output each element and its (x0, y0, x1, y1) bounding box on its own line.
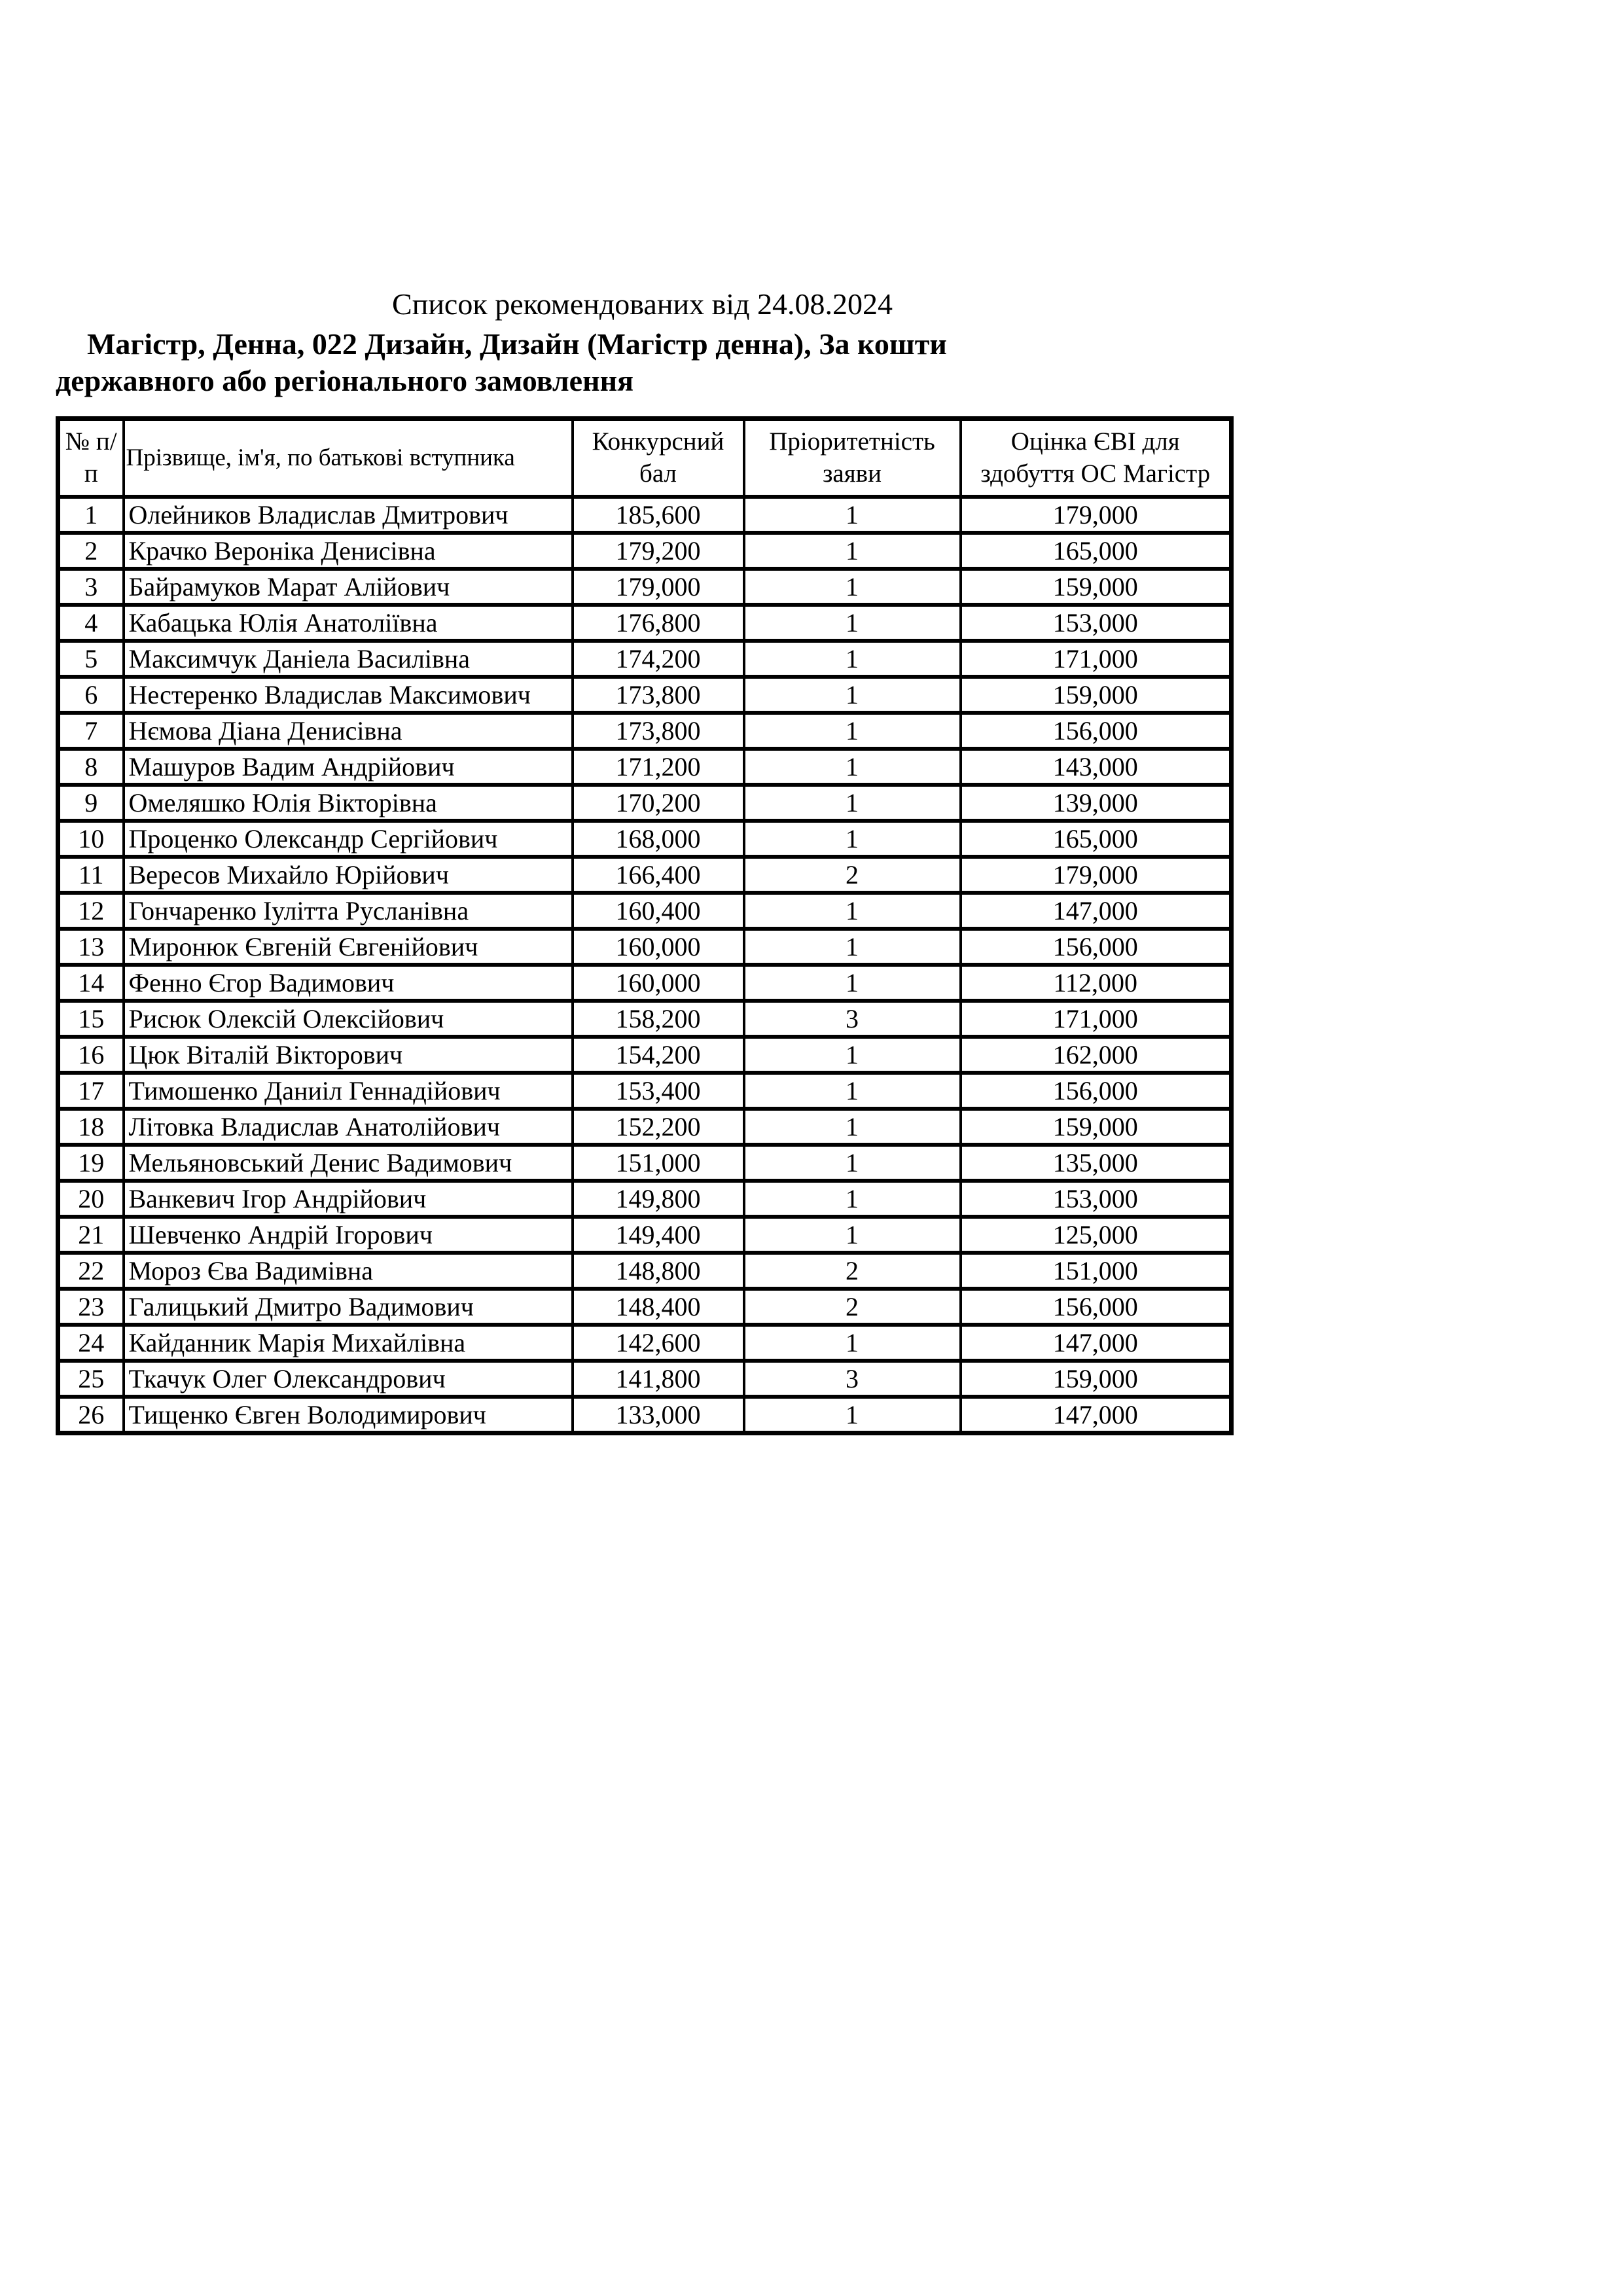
cell-row-number: 21 (58, 1217, 124, 1253)
cell-evi-score: 147,000 (961, 1325, 1232, 1361)
cell-contest-score: 160,000 (573, 929, 744, 965)
cell-applicant-name: Кайданник Марія Михайлівна (124, 1325, 573, 1361)
table-row (58, 605, 1232, 641)
cell-applicant-name: Крачко Вероніка Денисівна (124, 533, 573, 569)
column-header-number: № п/п (58, 419, 124, 497)
cell-priority: 1 (744, 1109, 961, 1145)
cell-applicant-name: Байрамуков Марат Алійович (124, 569, 573, 605)
cell-evi-score: 147,000 (961, 893, 1232, 929)
cell-applicant-name: Мельяновський Денис Вадимович (124, 1145, 573, 1181)
cell-evi-score: 159,000 (961, 1109, 1232, 1145)
column-header-evi-score: Оцінка ЄВІ для здобуття ОС Магістр (961, 419, 1232, 497)
table-row (58, 533, 1232, 569)
cell-priority: 2 (744, 1289, 961, 1325)
cell-contest-score: 158,200 (573, 1001, 744, 1037)
cell-row-number: 4 (58, 605, 124, 641)
cell-applicant-name: Ткачук Олег Олександрович (124, 1361, 573, 1397)
cell-evi-score: 153,000 (961, 605, 1232, 641)
cell-row-number: 5 (58, 641, 124, 677)
table-row (58, 641, 1232, 677)
cell-applicant-name: Машуров Вадим Андрійович (124, 749, 573, 785)
cell-evi-score: 156,000 (961, 1073, 1232, 1109)
cell-evi-score: 156,000 (961, 1289, 1232, 1325)
cell-evi-score: 139,000 (961, 785, 1232, 821)
cell-evi-score: 112,000 (961, 965, 1232, 1001)
table-row (58, 1325, 1232, 1361)
table-row (58, 1217, 1232, 1253)
table-row (58, 1253, 1232, 1289)
table-row (58, 785, 1232, 821)
document-subtitle-line1: Магістр, Денна, 022 Дизайн, Дизайн (Магістр денна), За кошти (87, 327, 947, 361)
cell-evi-score: 165,000 (961, 821, 1232, 857)
cell-applicant-name: Омеляшко Юлія Вікторівна (124, 785, 573, 821)
cell-priority: 1 (744, 605, 961, 641)
cell-priority: 2 (744, 1253, 961, 1289)
cell-contest-score: 151,000 (573, 1145, 744, 1181)
cell-priority: 1 (744, 677, 961, 713)
cell-priority: 1 (744, 749, 961, 785)
cell-evi-score: 143,000 (961, 749, 1232, 785)
table-row (58, 677, 1232, 713)
cell-contest-score: 176,800 (573, 605, 744, 641)
cell-row-number: 18 (58, 1109, 124, 1145)
cell-row-number: 24 (58, 1325, 124, 1361)
table-header-row (58, 419, 1232, 497)
cell-contest-score: 173,800 (573, 713, 744, 749)
cell-evi-score: 159,000 (961, 1361, 1232, 1397)
cell-row-number: 10 (58, 821, 124, 857)
cell-row-number: 23 (58, 1289, 124, 1325)
cell-applicant-name: Вересов Михайло Юрійович (124, 857, 573, 893)
cell-evi-score: 171,000 (961, 1001, 1232, 1037)
cell-row-number: 13 (58, 929, 124, 965)
cell-row-number: 17 (58, 1073, 124, 1109)
table-body (58, 497, 1232, 1433)
cell-evi-score: 156,000 (961, 713, 1232, 749)
cell-priority: 1 (744, 929, 961, 965)
cell-contest-score: 154,200 (573, 1037, 744, 1073)
cell-applicant-name: Цюк Віталій Вікторович (124, 1037, 573, 1073)
cell-applicant-name: Миронюк Євгеній Євгенійович (124, 929, 573, 965)
cell-contest-score: 142,600 (573, 1325, 744, 1361)
cell-applicant-name: Нестеренко Владислав Максимович (124, 677, 573, 713)
cell-priority: 1 (744, 713, 961, 749)
cell-evi-score: 171,000 (961, 641, 1232, 677)
cell-priority: 1 (744, 641, 961, 677)
cell-evi-score: 151,000 (961, 1253, 1232, 1289)
cell-applicant-name: Гончаренко Іулітта Русланівна (124, 893, 573, 929)
cell-applicant-name: Максимчук Даніела Василівна (124, 641, 573, 677)
cell-priority: 2 (744, 857, 961, 893)
cell-priority: 1 (744, 1325, 961, 1361)
cell-contest-score: 179,200 (573, 533, 744, 569)
table-row (58, 569, 1232, 605)
table-row (58, 893, 1232, 929)
cell-priority: 1 (744, 821, 961, 857)
cell-evi-score: 153,000 (961, 1181, 1232, 1217)
table-row (58, 821, 1232, 857)
cell-contest-score: 141,800 (573, 1361, 744, 1397)
cell-applicant-name: Тищенко Євген Володимирович (124, 1397, 573, 1433)
cell-priority: 1 (744, 533, 961, 569)
table-row (58, 1397, 1232, 1433)
cell-contest-score: 160,000 (573, 965, 744, 1001)
cell-applicant-name: Рисюк Олексій Олексійович (124, 1001, 573, 1037)
table-row (58, 713, 1232, 749)
table-row (58, 929, 1232, 965)
cell-priority: 1 (744, 1073, 961, 1109)
cell-contest-score: 171,200 (573, 749, 744, 785)
cell-applicant-name: Ванкевич Ігор Андрійович (124, 1181, 573, 1217)
cell-priority: 1 (744, 1217, 961, 1253)
cell-row-number: 7 (58, 713, 124, 749)
cell-priority: 1 (744, 1037, 961, 1073)
cell-contest-score: 152,200 (573, 1109, 744, 1145)
cell-applicant-name: Літовка Владислав Анатолійович (124, 1109, 573, 1145)
cell-contest-score: 174,200 (573, 641, 744, 677)
table-row (58, 749, 1232, 785)
cell-row-number: 9 (58, 785, 124, 821)
cell-priority: 3 (744, 1361, 961, 1397)
cell-contest-score: 149,800 (573, 1181, 744, 1217)
cell-applicant-name: Галицький Дмитро Вадимович (124, 1289, 573, 1325)
cell-row-number: 19 (58, 1145, 124, 1181)
cell-evi-score: 179,000 (961, 497, 1232, 533)
cell-row-number: 25 (58, 1361, 124, 1397)
cell-contest-score: 173,800 (573, 677, 744, 713)
cell-applicant-name: Проценко Олександр Сергійович (124, 821, 573, 857)
cell-priority: 1 (744, 1145, 961, 1181)
cell-contest-score: 166,400 (573, 857, 744, 893)
document-subtitle-line2: державного або регіонального замовлення (56, 364, 633, 398)
cell-priority: 1 (744, 965, 961, 1001)
cell-row-number: 11 (58, 857, 124, 893)
cell-contest-score: 153,400 (573, 1073, 744, 1109)
cell-priority: 1 (744, 893, 961, 929)
cell-applicant-name: Мороз Єва Вадимівна (124, 1253, 573, 1289)
cell-applicant-name: Нємова Діана Денисівна (124, 713, 573, 749)
table-row (58, 1145, 1232, 1181)
table-row (58, 1001, 1232, 1037)
cell-priority: 1 (744, 497, 961, 533)
document-subtitle (56, 326, 1229, 399)
cell-evi-score: 159,000 (961, 677, 1232, 713)
table-row (58, 1073, 1232, 1109)
cell-priority: 1 (744, 785, 961, 821)
table-row (58, 1037, 1232, 1073)
cell-contest-score: 160,400 (573, 893, 744, 929)
column-header-contest-score: Конкурсний бал (573, 419, 744, 497)
column-header-priority: Пріоритетність заяви (744, 419, 961, 497)
cell-contest-score: 148,400 (573, 1289, 744, 1325)
cell-evi-score: 162,000 (961, 1037, 1232, 1073)
document-content (56, 286, 1229, 1435)
cell-evi-score: 165,000 (961, 533, 1232, 569)
cell-applicant-name: Тимошенко Даниіл Геннадійович (124, 1073, 573, 1109)
cell-row-number: 8 (58, 749, 124, 785)
cell-evi-score: 179,000 (961, 857, 1232, 893)
cell-row-number: 26 (58, 1397, 124, 1433)
cell-contest-score: 148,800 (573, 1253, 744, 1289)
cell-row-number: 15 (58, 1001, 124, 1037)
cell-contest-score: 185,600 (573, 497, 744, 533)
cell-applicant-name: Кабацька Юлія Анатоліївна (124, 605, 573, 641)
cell-row-number: 2 (58, 533, 124, 569)
table-row (58, 1181, 1232, 1217)
cell-row-number: 16 (58, 1037, 124, 1073)
cell-contest-score: 179,000 (573, 569, 744, 605)
table-row (58, 497, 1232, 533)
cell-priority: 1 (744, 1397, 961, 1433)
table-row (58, 1361, 1232, 1397)
cell-row-number: 3 (58, 569, 124, 605)
table-row (58, 1109, 1232, 1145)
cell-applicant-name: Олейников Владислав Дмитрович (124, 497, 573, 533)
table-row (58, 857, 1232, 893)
cell-contest-score: 133,000 (573, 1397, 744, 1433)
cell-evi-score: 147,000 (961, 1397, 1232, 1433)
cell-contest-score: 168,000 (573, 821, 744, 857)
cell-applicant-name: Шевченко Андрій Ігорович (124, 1217, 573, 1253)
cell-row-number: 22 (58, 1253, 124, 1289)
table-row (58, 965, 1232, 1001)
cell-evi-score: 156,000 (961, 929, 1232, 965)
cell-row-number: 6 (58, 677, 124, 713)
document-title: Список рекомендованих від 24.08.2024 (392, 287, 893, 321)
table-header (58, 419, 1232, 497)
cell-row-number: 1 (58, 497, 124, 533)
cell-evi-score: 135,000 (961, 1145, 1232, 1181)
cell-evi-score: 159,000 (961, 569, 1232, 605)
cell-contest-score: 170,200 (573, 785, 744, 821)
cell-evi-score: 125,000 (961, 1217, 1232, 1253)
column-header-full-name: Прізвище, ім'я, по батькові вступника (124, 419, 573, 497)
cell-contest-score: 149,400 (573, 1217, 744, 1253)
cell-priority: 3 (744, 1001, 961, 1037)
cell-applicant-name: Фенно Єгор Вадимович (124, 965, 573, 1001)
cell-row-number: 12 (58, 893, 124, 929)
cell-priority: 1 (744, 1181, 961, 1217)
table-row (58, 1289, 1232, 1325)
cell-priority: 1 (744, 569, 961, 605)
cell-row-number: 20 (58, 1181, 124, 1217)
cell-row-number: 14 (58, 965, 124, 1001)
recommended-applicants-table (56, 416, 1234, 1435)
